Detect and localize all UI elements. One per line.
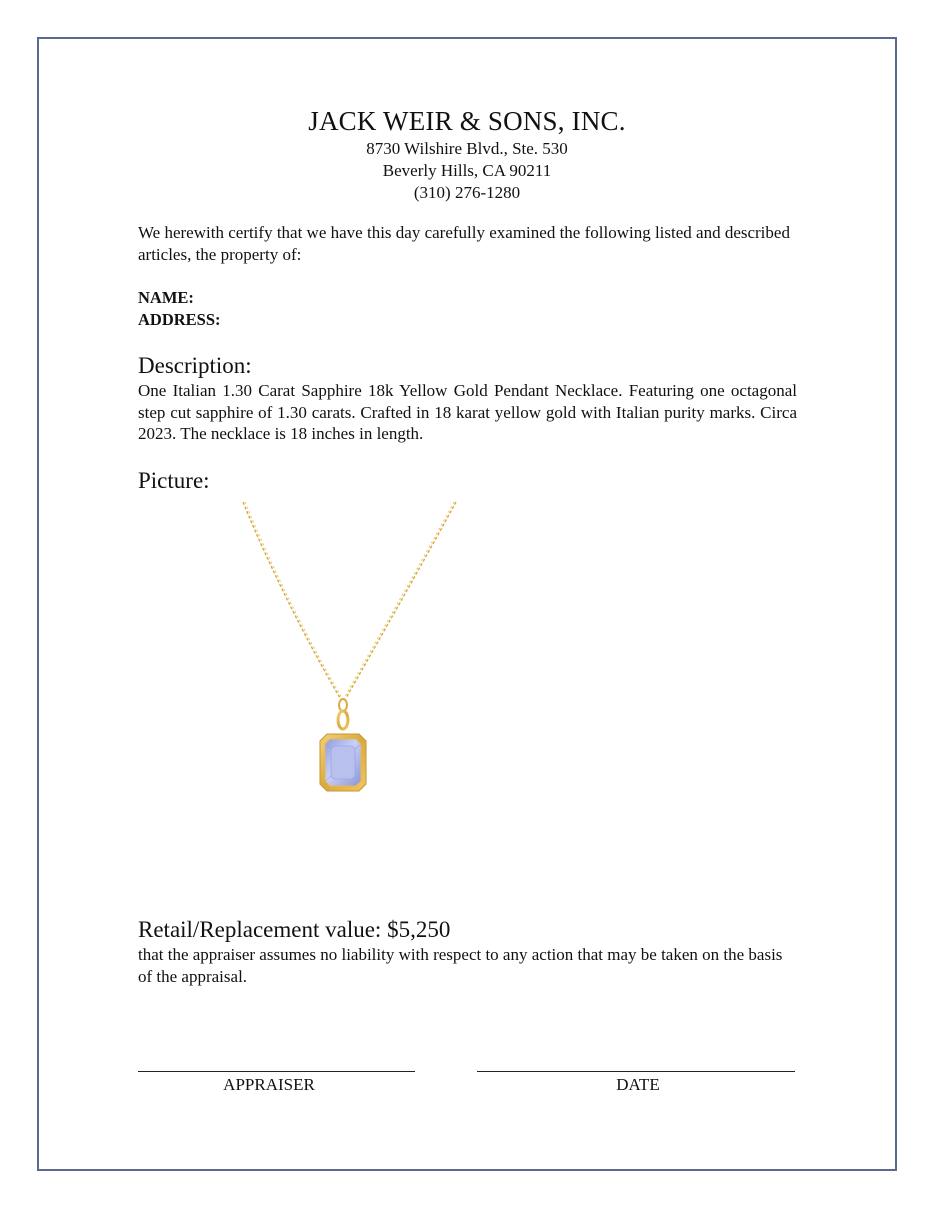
liability-disclaimer: that the appraiser assumes no liability with respect to any action that may be taken on the basis of the appraisal. (138, 945, 783, 986)
address-line-2: Beverly Hills, CA 90211 (382, 161, 552, 180)
description-text: One Italian 1.30 Carat Sapphire 18k Yellow Gold Pendant Necklace. Featuring one octagonal step cut sapphire of 1.30 carats. Crafted in 18 karat yellow gold with Italian purity marks. Circa 2023. The necklace is 18 inches in length. (138, 381, 797, 443)
retail-value: Retail/Replacement value: $5,250 (138, 917, 451, 942)
date-label: DATE (616, 1075, 660, 1094)
certification-intro: We herewith certify that we have this day carefully examined the following listed and described articles, the property of: (138, 223, 790, 264)
phone-number: (310) 276-1280 (413, 183, 521, 202)
address-line-1: 8730 Wilshire Blvd., Ste. 530 (366, 139, 568, 158)
picture-title: Picture: (138, 468, 210, 493)
letterhead (0, 104, 934, 204)
appraiser-label: APPRAISER (223, 1075, 315, 1094)
necklace-image (230, 498, 470, 803)
appraiser-signature-line (138, 1071, 415, 1072)
date-signature-line (477, 1071, 795, 1072)
sapphire-pendant-necklace-icon (230, 498, 470, 803)
description-title: Description: (138, 353, 252, 378)
address-label: ADDRESS: (138, 310, 221, 329)
company-name: JACK WEIR & SONS, INC. (308, 106, 626, 136)
name-label: NAME: (138, 288, 194, 307)
